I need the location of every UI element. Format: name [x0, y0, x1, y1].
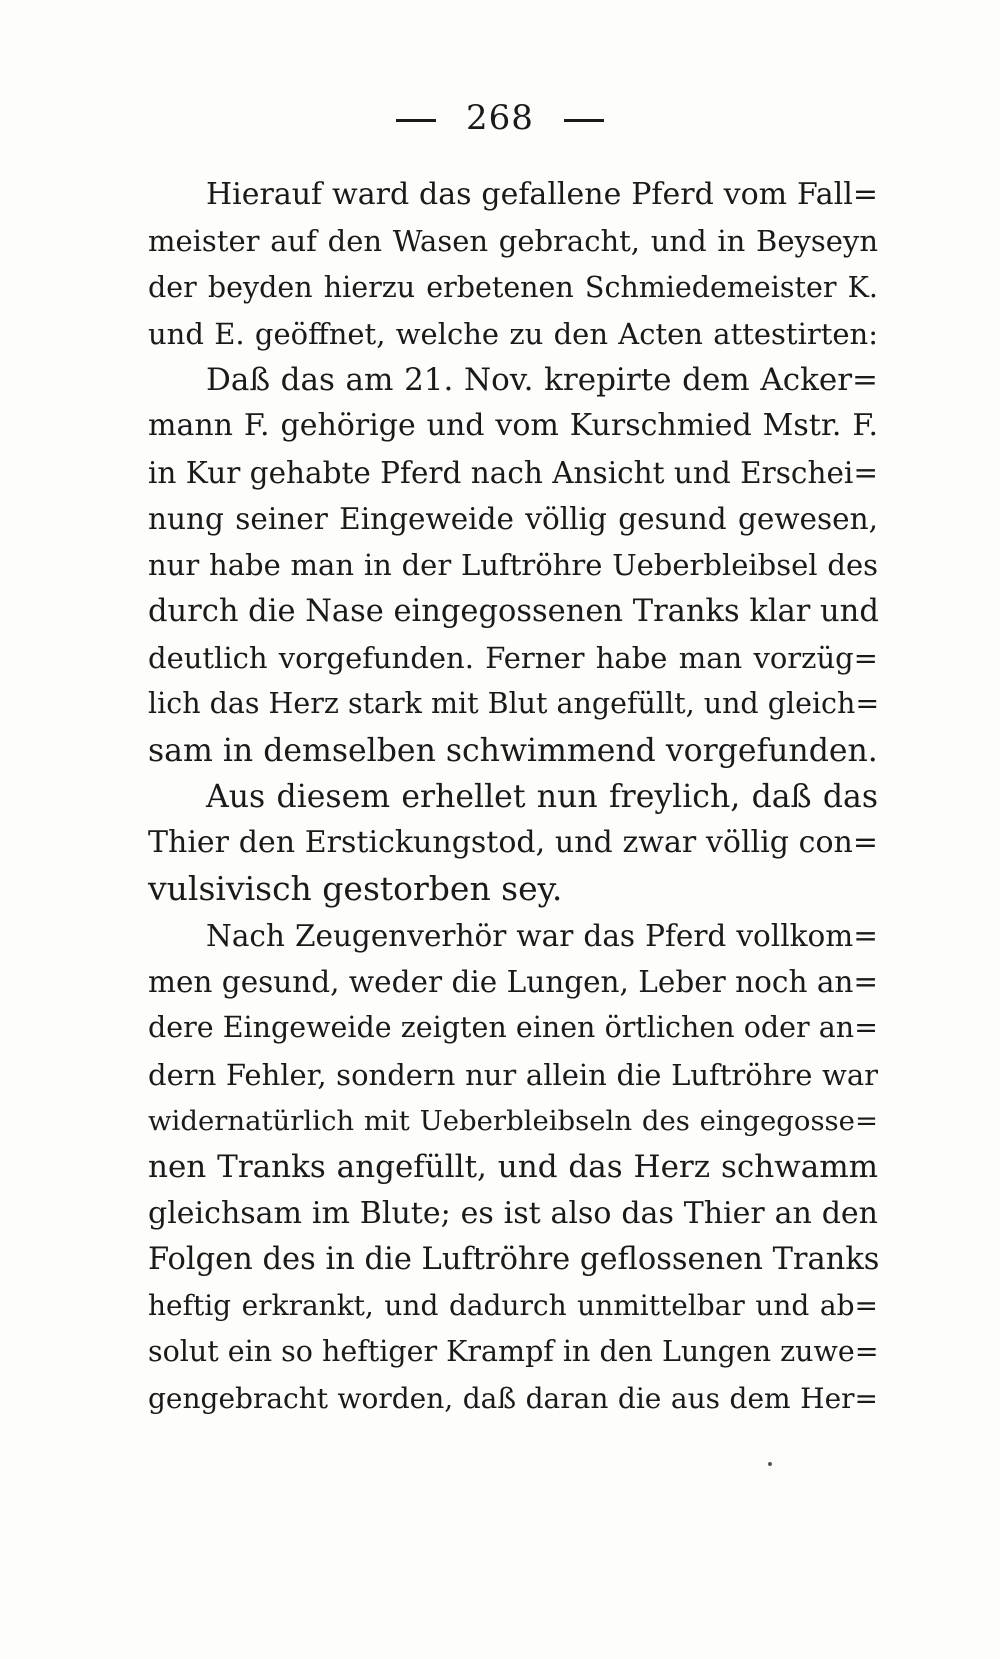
text-line: nur habe man in der Luftröhre Ueberbleibsel des	[148, 548, 878, 583]
header-dash-left	[396, 119, 436, 122]
text-line: und E. geöffnet, welche zu den Acten attestirten:	[148, 316, 878, 351]
print-speck	[768, 1462, 772, 1466]
text-line: Daß das am 21. Nov. krepirte dem Acker=	[206, 362, 878, 399]
text-line: Aus diesem erhellet nun freylich, daß das	[206, 778, 878, 815]
text-line: deutlich vorgefunden. Ferner habe man vorzüg=	[148, 640, 878, 675]
text-line: gengebracht worden, daß daran die aus dem Her=	[148, 1381, 878, 1415]
text-line: nen Tranks angefüllt, und das Herz schwamm	[148, 1149, 878, 1186]
text-line: meister auf den Wasen gebracht, und in Beyseyn	[148, 224, 878, 259]
text-line: nung seiner Eingeweide völlig gesund gewesen,	[148, 502, 878, 537]
header-dash-right	[564, 119, 604, 122]
text-line: Nach Zeugenverhör war das Pferd vollkom=	[206, 918, 878, 953]
text-line: mann F. gehörige und vom Kurschmied Mstr. F.	[148, 408, 878, 444]
body-text	[148, 172, 878, 1422]
text-line: gleichsam im Blute; es ist also das Thier an den	[148, 1195, 878, 1231]
text-line: men gesund, weder die Lungen, Leber noch an=	[148, 965, 879, 1000]
text-line: widernatürlich mit Ueberbleibseln des eingegosse=	[148, 1104, 878, 1137]
text-line: Hierauf ward das gefallene Pferd vom Fall=	[206, 177, 878, 212]
text-line: vulsivisch gestorben sey.	[148, 869, 563, 909]
text-line: lich das Herz stark mit Blut angefüllt, und gleich=	[148, 687, 880, 721]
text-line: in Kur gehabte Pferd nach Ansicht und Erschei=	[148, 455, 879, 490]
text-line: dern Fehler, sondern nur allein die Luftröhre war	[148, 1057, 878, 1092]
text-line: durch die Nase eingegossenen Tranks klar und	[148, 593, 879, 629]
page-number: 268	[466, 98, 534, 138]
text-line: der beyden hierzu erbetenen Schmiedemeister K.	[148, 270, 878, 304]
text-line: Thier den Erstickungstod, und zwar völlig con=	[148, 825, 878, 861]
text-line: heftig erkrankt, und dadurch unmittelbar und ab=	[148, 1289, 878, 1323]
text-line: dere Eingeweide zeigten einen örtlichen oder an=	[148, 1011, 878, 1045]
text-line: sam in demselben schwimmend vorgefunden.	[148, 732, 878, 769]
text-line: solut ein so heftiger Krampf in den Lungen zuwe=	[148, 1335, 879, 1369]
page-header	[0, 98, 1000, 138]
text-line: Folgen des in die Luftröhre geflossenen Tranks	[148, 1241, 880, 1277]
